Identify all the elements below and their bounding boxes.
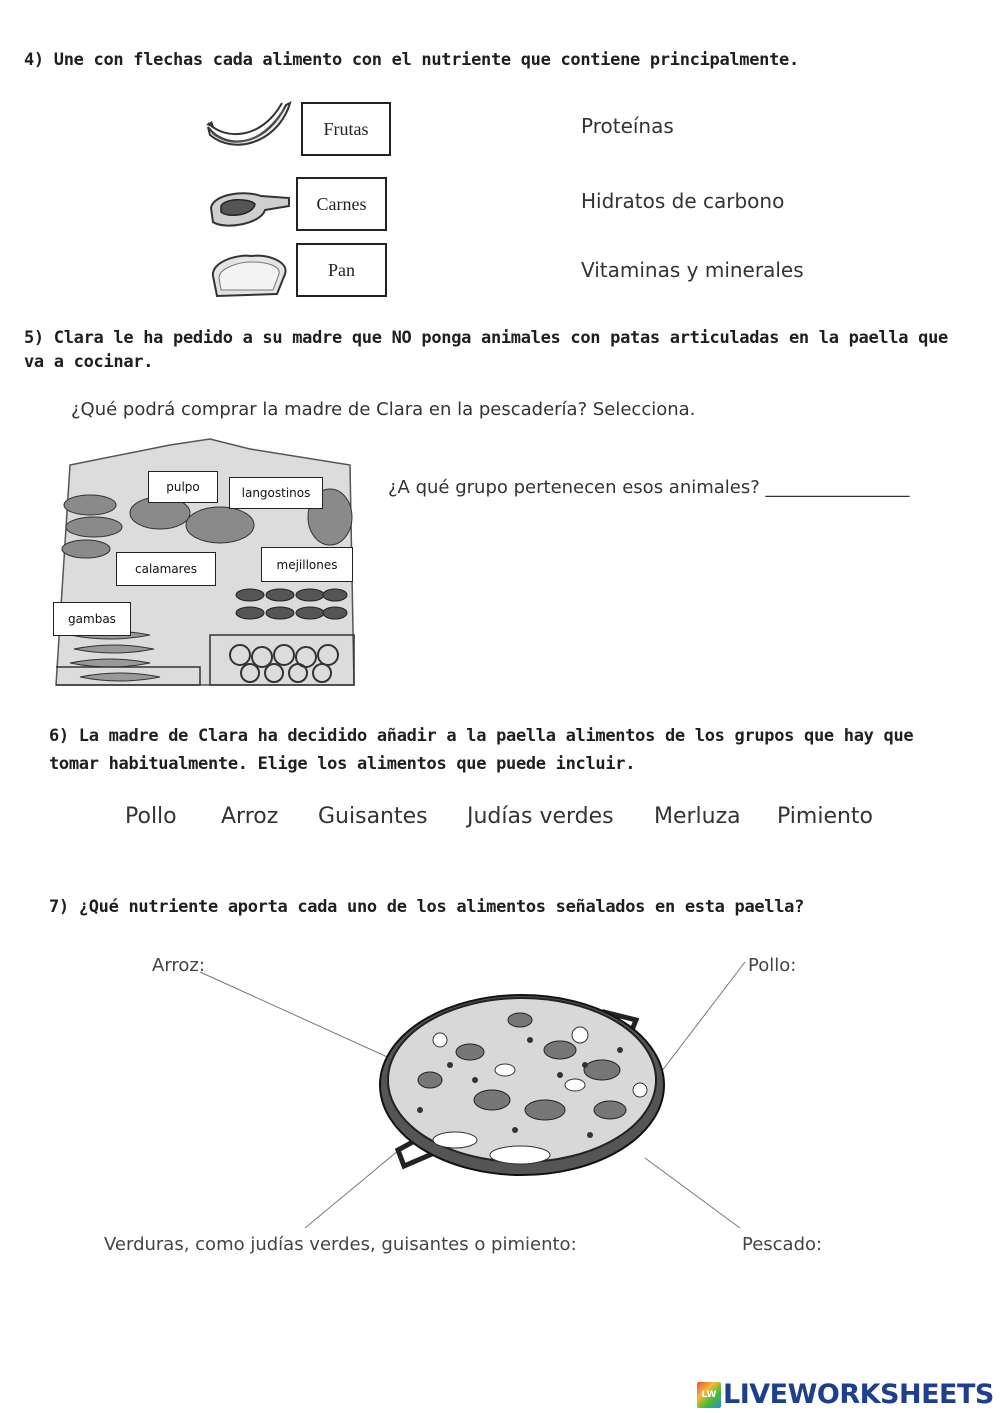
tag-langostinos[interactable]: langostinos: [229, 477, 323, 509]
bread-slice-image: [207, 250, 291, 300]
nutrient-hidratos[interactable]: Hidratos de carbono: [581, 189, 785, 213]
nutrient-proteinas[interactable]: Proteínas: [581, 114, 674, 138]
logo-text: LIVEWORKSHEETS: [723, 1379, 994, 1410]
q4-title: 4) Une con flechas cada alimento con el nutriente que contiene principalmente.: [24, 50, 799, 70]
q5-group-question: [388, 477, 910, 498]
label-arroz: Arroz:: [152, 955, 205, 976]
label-verduras: Verduras, como judías verdes, guisantes o pimiento:: [104, 1234, 577, 1255]
food-box-pan[interactable]: Pan: [296, 243, 387, 297]
tag-pulpo[interactable]: pulpo: [148, 471, 218, 503]
q5-title-line2: va a cocinar.: [24, 352, 154, 372]
option-judias-verdes[interactable]: Judías verdes: [467, 804, 614, 829]
q5-group-question-text: ¿A qué grupo pertenecen esos animales?: [388, 477, 760, 498]
tag-calamares[interactable]: calamares: [116, 552, 216, 586]
label-pollo: Pollo:: [748, 955, 797, 976]
q6-title-line2: tomar habitualmente. Elige los alimentos que puede incluir.: [49, 754, 636, 774]
liveworksheets-logo[interactable]: [697, 1379, 994, 1410]
q5-answer-blank[interactable]: ________________: [765, 477, 910, 498]
q7-title: 7) ¿Qué nutriente aporta cada uno de los alimentos señalados en esta paella?: [49, 897, 805, 917]
option-arroz[interactable]: Arroz: [221, 804, 279, 829]
logo-badge-icon: LW: [697, 1382, 721, 1408]
banana-image: [204, 97, 294, 155]
q5-subtitle: ¿Qué podrá comprar la madre de Clara en la pescadería? Selecciona.: [71, 399, 696, 420]
meat-chop-image: [205, 186, 293, 232]
tag-gambas[interactable]: gambas: [53, 602, 131, 636]
option-pollo[interactable]: Pollo: [125, 804, 177, 829]
option-pimiento[interactable]: Pimiento: [777, 804, 874, 829]
option-guisantes[interactable]: Guisantes: [318, 804, 428, 829]
tag-mejillones[interactable]: mejillones: [261, 547, 353, 582]
paella-image: [0, 940, 1000, 1260]
food-box-frutas[interactable]: Frutas: [301, 102, 391, 156]
food-box-carnes[interactable]: Carnes: [296, 177, 387, 231]
nutrient-vitaminas[interactable]: Vitaminas y minerales: [581, 258, 804, 282]
label-pescado: Pescado:: [742, 1234, 823, 1255]
q6-title-line1: 6) La madre de Clara ha decidido añadir a la paella alimentos de los grupos que hay que: [49, 726, 914, 746]
option-merluza[interactable]: Merluza: [654, 804, 741, 829]
q5-title-line1: 5) Clara le ha pedido a su madre que NO ponga animales con patas articuladas en la paella que: [24, 328, 948, 348]
